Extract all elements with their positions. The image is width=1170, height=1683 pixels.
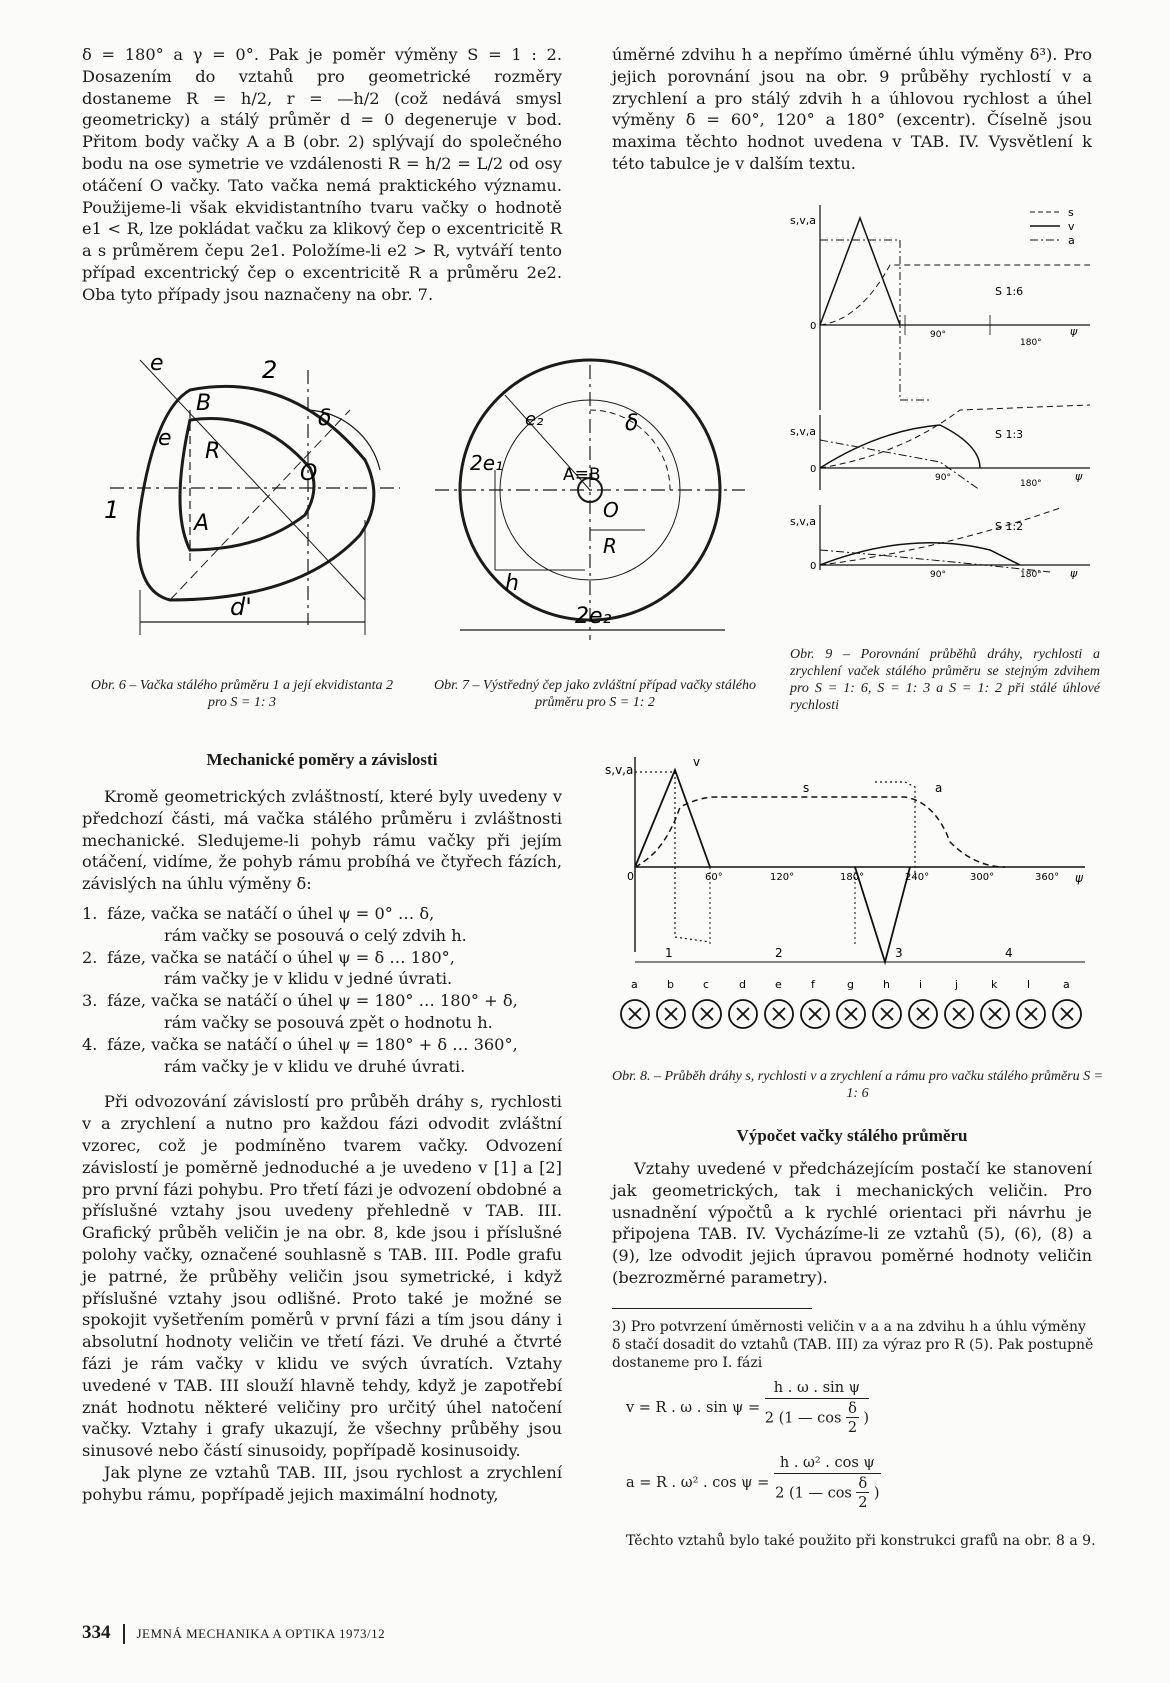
legend-a: a: [1068, 234, 1075, 247]
fig9-p2-tick-90: 90°: [935, 473, 951, 483]
cam-pos-label: k: [991, 978, 998, 991]
fig6-label-A: A: [194, 511, 210, 536]
fig6-label-1: 1: [104, 496, 120, 524]
eq-a-numerator: h . ω² . cos ψ: [774, 1455, 881, 1474]
cam-pos-label: g: [847, 978, 854, 991]
phase-line1: fáze, vačka se natáčí o úhel ψ = 0° … δ,: [107, 903, 435, 923]
fig8-tick-60: 60°: [705, 872, 723, 883]
eq-v-denominator: [765, 1399, 869, 1436]
paragraph: úměrné zdvihu h a nepřímo úměrné úhlu výměny δ³). Pro jejich porovnání jsou na obr. 9 průběhy rychlostí v a zrychlení a pro stálý zdvih h a úhlovou rychlost a úhel výměny δ = 60°, 120° a 180° (excentr). Číselně jsou maxima těchto hodnot uvedena v TAB. IV. Vysvětlení k této tabulce je v dalším textu.: [612, 45, 1092, 173]
phase-number: 1.: [82, 903, 98, 923]
figure-6-cam-diagram: [100, 350, 410, 670]
fig8-label-v: v: [693, 755, 701, 769]
den-post: ): [863, 1410, 870, 1427]
fig9-p3-x: ψ: [1070, 567, 1078, 580]
phase-line2: rám vačky je v klidu v jedné úvrati.: [164, 969, 453, 989]
fig9-p2-ratio: S 1:3: [995, 428, 1024, 441]
fig9-p1-tick-180: 180°: [1020, 338, 1042, 348]
legend-s: s: [1068, 206, 1074, 219]
fig8-tick-360: 360°: [1035, 872, 1060, 883]
mech-para3: Jak plyne ze vztahů TAB. III, jsou rychlost a zrychlení pohybu rámu, popřípadě jejich maximální hodnoty,: [82, 1462, 562, 1504]
legend-v: v: [1068, 220, 1075, 233]
phase-3: [82, 990, 562, 1034]
fig9-p2-yaxis: s,v,a: [790, 425, 816, 438]
fig9-p2-x: ψ: [1075, 470, 1083, 483]
phase-2: [82, 947, 562, 991]
fig6-label-B: B: [196, 391, 212, 416]
phase-line2: rám vačky je v klidu ve druhé úvrati.: [164, 1056, 466, 1076]
footnote-text: 3) Pro potvrzení úměrnosti veličin v a a na zdvihu h a úhlu výměny δ stačí dosadit do vztahů (TAB. III) za výraz pro R (5). Pak postupně dostaneme pro I. fázi: [612, 1319, 1094, 1371]
footnote-eq-v: [626, 1380, 869, 1436]
cam-pos-label: i: [919, 978, 923, 991]
fig8-tick-240: 240°: [905, 872, 930, 883]
fig7-label-O: O: [603, 498, 619, 522]
cam-pos-label: h: [883, 978, 890, 991]
calc-heading: Výpočet vačky stálého průměru: [736, 1126, 968, 1145]
fig7-label-AB: A≡B: [563, 465, 601, 485]
footnote-rule: [612, 1308, 812, 1309]
den-inner-den: 2: [847, 1420, 858, 1436]
fig8-cam-positions: [631, 978, 1070, 991]
figure-7-caption: Obr. 7 – Výstředný čep jako zvláštní případ vačky stálého průměru pro S = 1: 2: [434, 678, 756, 710]
eq-v-fraction: [765, 1380, 869, 1436]
figure-9-caption: Obr. 9 – Porovnání průběhů dráhy, rychlosti a zrychlení vaček stálého průměru se stejným zdvihem pro S = 1: 6, S = 1: 3 a S = 1: 2 při stálé úhlové rychlosti: [790, 647, 1100, 713]
cam-pos-label: j: [955, 978, 959, 991]
den-inner-num: δ: [858, 1476, 868, 1492]
fig7-label-2e1: 2e₁: [470, 451, 504, 475]
calc-para: Vztahy uvedené v předcházejícím postačí ke stanovení jak geometrických, tak i mechanických veličin. Pro usnadnění výpočtů a k rychlé orientaci při návrhu je připojena TAB. IV. Vycházíme-li ze vztahů (5), (6), (8) a (9), lze odvodit jejich úpravou poměrné hodnoty veličin (bezrozměrné parametry).: [612, 1159, 1092, 1287]
cam-pos-label: b: [667, 978, 674, 991]
fig7-label-delta: δ: [625, 411, 639, 436]
fig6-label-2: 2: [262, 356, 278, 384]
fig9-p1-x: ψ: [1070, 325, 1078, 338]
fig9-p3-tick-180: 180°: [1020, 570, 1042, 580]
phase-line2: rám vačky se posouvá zpět o hodnotu h.: [164, 1012, 493, 1032]
fig8-phase-1: 1: [665, 946, 673, 960]
figure-7-eccentric-pin-diagram: [425, 355, 755, 675]
fig6-label-R: R: [205, 439, 221, 464]
mech-intro: Kromě geometrických zvláštností, které byly uvedeny v předchozí části, má vačka stálého průměru i zvláštnosti mechanické. Sledujeme-li pohyb rámu vačky při jejím otáčení, vidíme, že pohyb rámu probíhá ve čtyřech fázích, závislých na úhlu výměny δ:: [82, 787, 562, 894]
fig8-phase-4: 4: [1005, 946, 1013, 960]
left-top-paragraph: [82, 44, 562, 306]
fig6-label-O: O: [300, 461, 318, 486]
fig9-p2-tick-180: 180°: [1020, 479, 1042, 489]
fig8-label-a: a: [935, 781, 943, 795]
fig7-label-e2: e₂: [525, 409, 544, 430]
fig8-phase-2: 2: [775, 946, 783, 960]
phase-1: [82, 903, 562, 947]
fig7-label-R: R: [603, 534, 617, 558]
fig8-tick-300: 300°: [970, 872, 995, 883]
fig9-legend: [1030, 206, 1075, 247]
phase-number: 3.: [82, 991, 98, 1011]
eq-a-fraction: [774, 1455, 881, 1511]
figure-8-caption: Obr. 8. – Průběh dráhy s, rychlosti v a zrychlení a rámu pro vačku stálého průměru S = 1: 6: [611, 1069, 1104, 1101]
eq-v-left: v = R . ω . sin ψ =: [626, 1400, 761, 1416]
mech-section: [82, 786, 562, 1506]
fig9-p3-tick-90: 90°: [930, 570, 946, 580]
fig9-p1-ratio: S 1:6: [995, 285, 1024, 298]
footnote-eq-a: [626, 1455, 881, 1511]
cam-pos-label: a: [631, 978, 638, 991]
fig8-tick-180: 180°: [840, 872, 865, 883]
fig8-s-curve: [635, 797, 1005, 867]
phase-number: 4.: [82, 1034, 98, 1054]
cam-pos-label: c: [703, 978, 710, 991]
den-inner-fraction: [846, 1401, 859, 1436]
fig8-xlabel: ψ: [1075, 871, 1083, 885]
phase-number: 2.: [82, 947, 98, 967]
figure-9-comparison-chart: [790, 200, 1110, 630]
den-pre: 2 (1 — cos: [764, 1410, 842, 1427]
page-number: 334: [82, 1622, 111, 1643]
fig6-label-e-left: e: [158, 426, 172, 451]
figure-8-motion-chart: [605, 752, 1115, 1052]
fig9-panel-3: [820, 505, 1090, 572]
eq-v-numerator: h . ω . sin ψ: [765, 1380, 869, 1399]
den-pre: 2 (1 — cos: [775, 1485, 852, 1502]
fig6-label-e-top: e: [150, 351, 164, 376]
phase-line1: fáze, vačka se natáčí o úhel ψ = 180° … 180° + δ,: [107, 991, 518, 1011]
den-inner-num: δ: [848, 1401, 857, 1417]
den-inner-den: 2: [858, 1495, 868, 1511]
cam-pos-label: f: [811, 978, 815, 991]
fig9-yaxis-label: s,v,a: [790, 214, 816, 227]
fig8-label-s: s: [803, 781, 810, 795]
mech-heading: Mechanické poměry a závislosti: [206, 750, 438, 769]
fig9-p1-zero: 0: [810, 321, 817, 332]
fig6-label-delta: δ: [318, 406, 332, 431]
fig6-label-d: d': [230, 593, 252, 621]
calc-section: [612, 1158, 1092, 1289]
fig7-label-2e2: 2e₂: [575, 604, 612, 629]
journal-name: JEMNÁ MECHANIKA A OPTIKA 1973/12: [136, 1626, 386, 1641]
paragraph: δ = 180° a γ = 0°. Pak je poměr výměny S = 1 : 2. Dosazením do vztahů pro geometrické rozměry dostaneme R = h/2, r = —h/2 (což nedává smysl geometricky) a stálý průměr d = 0 degeneruje v bod. Přitom body vačky A a B (obr. 2) splývají do společného bodu na ose symetrie ve vzdálenosti R = h/2 = L/2 od osy otáčení O vačky. Tato vačka nemá praktického významu. Použijeme-li však ekvidistantního tvaru vačky o hodnotě e1 < R, lze pokládat vačku za klikový čep o excentricitě R a s průměrem čepu 2e1. Položíme-li e2 > R, vytváří tento případ excentrický čep o excentricitě R a průměru 2e2. Oba tyto případy jsou naznačeny na obr. 7.: [82, 45, 562, 304]
cam-pos-label: a: [1063, 978, 1070, 991]
phase-line1: fáze, vačka se natáčí o úhel ψ = 180° + δ … 360°,: [107, 1034, 518, 1054]
eq-a-denominator: [774, 1474, 881, 1511]
fig8-v-curve: [635, 770, 710, 867]
page-footer: [82, 1622, 385, 1644]
fig9-p3-ratio: S 1:2: [995, 520, 1024, 533]
phase-line1: fáze, vačka se natáčí o úhel ψ = δ … 180°,: [107, 947, 455, 967]
fig8-zero: 0: [627, 870, 634, 883]
footnote-closing: Těchto vztahů bylo také použito při konstrukci grafů na obr. 8 a 9.: [626, 1533, 1096, 1549]
eq-a-left: a = R . ω² . cos ψ =: [626, 1475, 770, 1491]
fig7-label-h: h: [505, 571, 519, 596]
fig8-cam-icons: [621, 1000, 1081, 1028]
fig8-yaxis-label: s,v,a: [605, 763, 634, 777]
fig8-phase-3: 3: [895, 946, 903, 960]
phase-4: [82, 1034, 562, 1078]
phase-line2: rám vačky se posouvá o celý zdvih h.: [164, 925, 467, 945]
fig9-p1-tick-90: 90°: [930, 330, 946, 340]
cam-pos-label: d: [739, 978, 746, 991]
fig9-p2-zero: 0: [810, 464, 817, 475]
cam-pos-label: e: [775, 978, 782, 991]
fig8-tick-120: 120°: [770, 872, 795, 883]
den-post: ): [873, 1485, 880, 1502]
fig9-panel-2: [820, 405, 1090, 490]
fig9-panel-1: [820, 205, 1090, 410]
fig9-p3-zero: 0: [810, 561, 817, 572]
right-top-paragraph: [612, 44, 1092, 175]
cam-pos-label: l: [1027, 978, 1031, 991]
den-inner-fraction: [856, 1476, 869, 1511]
fig9-p3-yaxis: s,v,a: [790, 515, 816, 528]
mech-para2: Při odvozování závislostí pro průběh dráhy s, rychlosti v a zrychlení a nutno pro každou fázi odvodit zvláštní vzorec, což je podmíněno tvarem vačky. Odvození závislostí je poměrně jednoduché a je uvedeno v [1] a [2] pro první fázi pohybu. Pro třetí fázi je odvození obdobné a příslušné vztahy jsou uvedeny přehledně v TAB. III. Grafický průběh veličin je na obr. 8, kde jsou i příslušné polohy vačky, označené souhlasně s TAB. III. Podle grafu je patrné, že průběhy veličin jsou symetrické, i když příslušné vztahy jsou odlišné. Proto také je možné se spokojit vyšetřením poměrů v první fázi a tím jsou dány i absolutní hodnoty veličin ve třetí fázi. Ve druhé a čtvrté fázi je rám vačky v klidu ve svých úvratích. Vztahy uvedené v TAB. III slouží hlavně tehdy, když je zapotřebí znát hodnotu některé veličiny pro určitý úhel natočení vačky. Vztahy i grafy ukazují, že všechny průběhy jsou sinusové nebo částí sinusoidy, popřípadě kosinusoidy.: [82, 1092, 562, 1461]
figure-6-caption: Obr. 6 – Vačka stálého průměru 1 a její ekvidistanta 2 pro S = 1: 3: [90, 678, 394, 710]
